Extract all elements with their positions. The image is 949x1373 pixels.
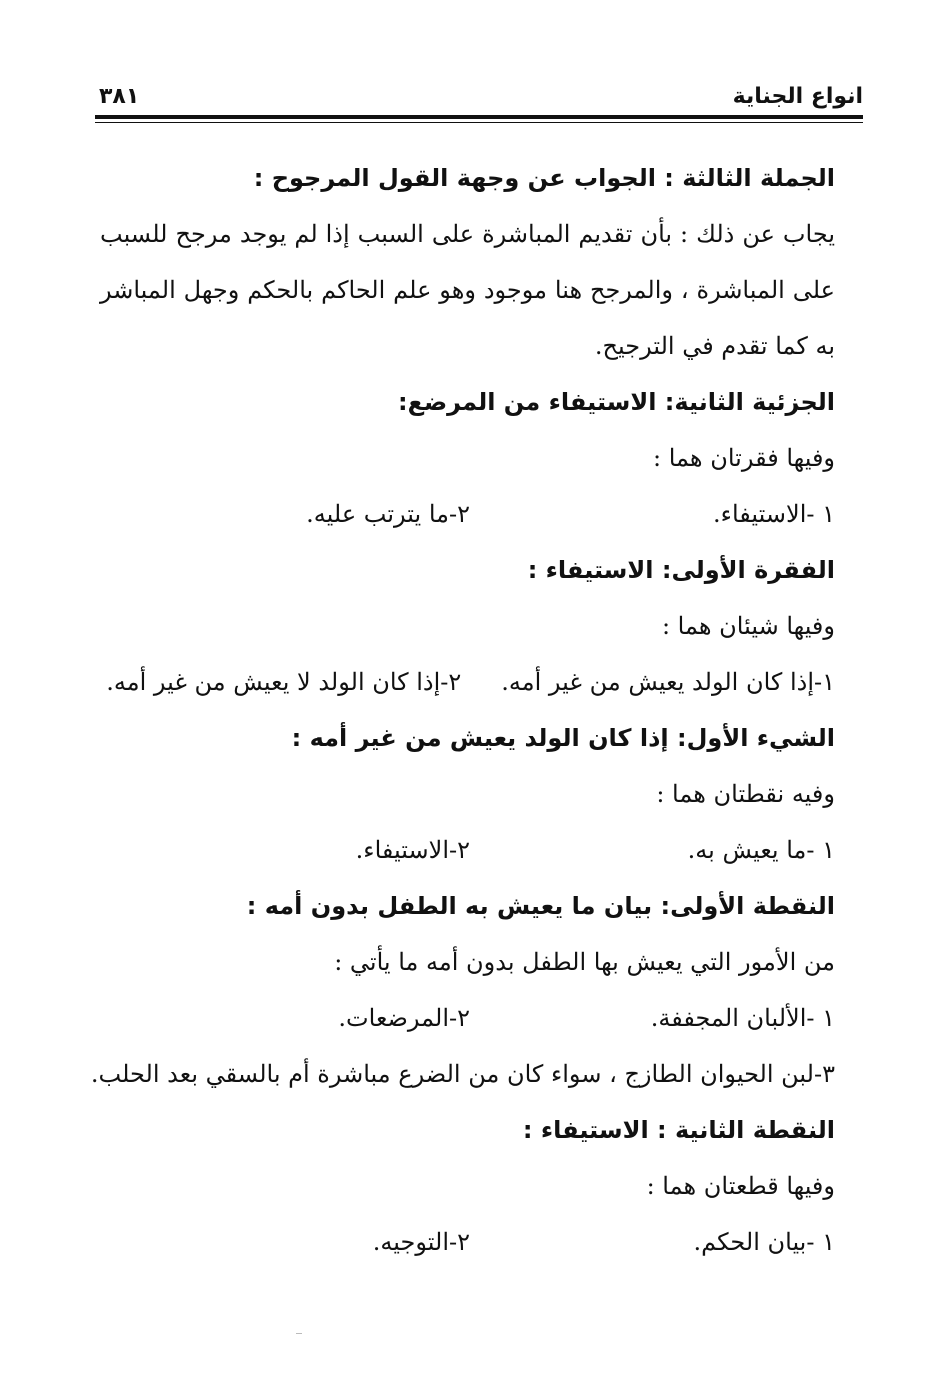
header-rule-thin: [95, 122, 863, 123]
intro-two-things: وفيها شيئان هما :: [661, 612, 835, 640]
heading-first-point: النقطة الأولى: بيان ما يعيش به الطفل بدون أمه :: [246, 892, 835, 920]
list-child-food: [100, 990, 835, 1046]
page-body: [90, 150, 835, 1270]
list-paragraphs: [100, 486, 835, 542]
paragraph-answer: يجاب عن ذلك : بأن تقديم المباشرة على السبب إذا لم يوجد مرجح للسبب على المباشرة ، والمرجح هنا موجود وهو علم الحاكم بالحكم وجهل المباشر به كما تقدم في الترجيح.: [100, 220, 835, 360]
list-item: ١ -بيان الحكم.: [693, 1228, 835, 1256]
list-item: ١ -الاستيفاء.: [713, 500, 835, 528]
page-header: [95, 82, 863, 122]
list-item-fresh-milk: ٣-لبن الحيوان الطازج ، سواء كان من الضرع مباشرة أم بالسقي بعد الحلب.: [90, 1060, 835, 1088]
intro-things-child-lives-by: من الأمور التي يعيش بها الطفل بدون أمه ما يأتي :: [334, 948, 835, 976]
list-points: [100, 822, 835, 878]
heading-second-part: الجزئية الثانية: الاستيفاء من المرضع:: [397, 388, 835, 416]
intro-two-paragraphs: وفيها فقرتان هما :: [653, 444, 835, 472]
list-item: ٢-الاستيفاء.: [355, 836, 470, 864]
footer-mark: [296, 1333, 302, 1334]
list-pieces: [100, 1214, 835, 1270]
heading-second-point: النقطة الثانية : الاستيفاء :: [522, 1116, 835, 1144]
page-number: ٣٨١: [99, 84, 140, 109]
running-title: انواع الجناية: [732, 84, 863, 109]
list-item: ١ -ما يعيش به.: [687, 836, 835, 864]
list-item: ١-إذا كان الولد يعيش من غير أمه.: [501, 668, 835, 696]
list-item: ٢-التوجيه.: [372, 1228, 470, 1256]
heading-third-sentence: الجملة الثالثة : الجواب عن وجهة القول المرجوح :: [253, 164, 835, 192]
intro-two-points: وفيه نقطتان هما :: [656, 780, 835, 808]
list-item: ٢-إذا كان الولد لا يعيش من غير أمه.: [106, 668, 462, 696]
intro-two-pieces: وفيها قطعتان هما :: [646, 1172, 835, 1200]
heading-first-paragraph: الفقرة الأولى: الاستيفاء :: [527, 556, 835, 584]
list-things: [100, 654, 835, 710]
list-item: ٢-المرضعات.: [338, 1004, 470, 1032]
list-item: ١ -الألبان المجففة.: [650, 1004, 835, 1032]
header-rule-thick: [95, 115, 863, 119]
list-item: ٢-ما يترتب عليه.: [306, 500, 470, 528]
heading-first-thing: الشيء الأول: إذا كان الولد يعيش من غير أمه :: [291, 724, 835, 752]
